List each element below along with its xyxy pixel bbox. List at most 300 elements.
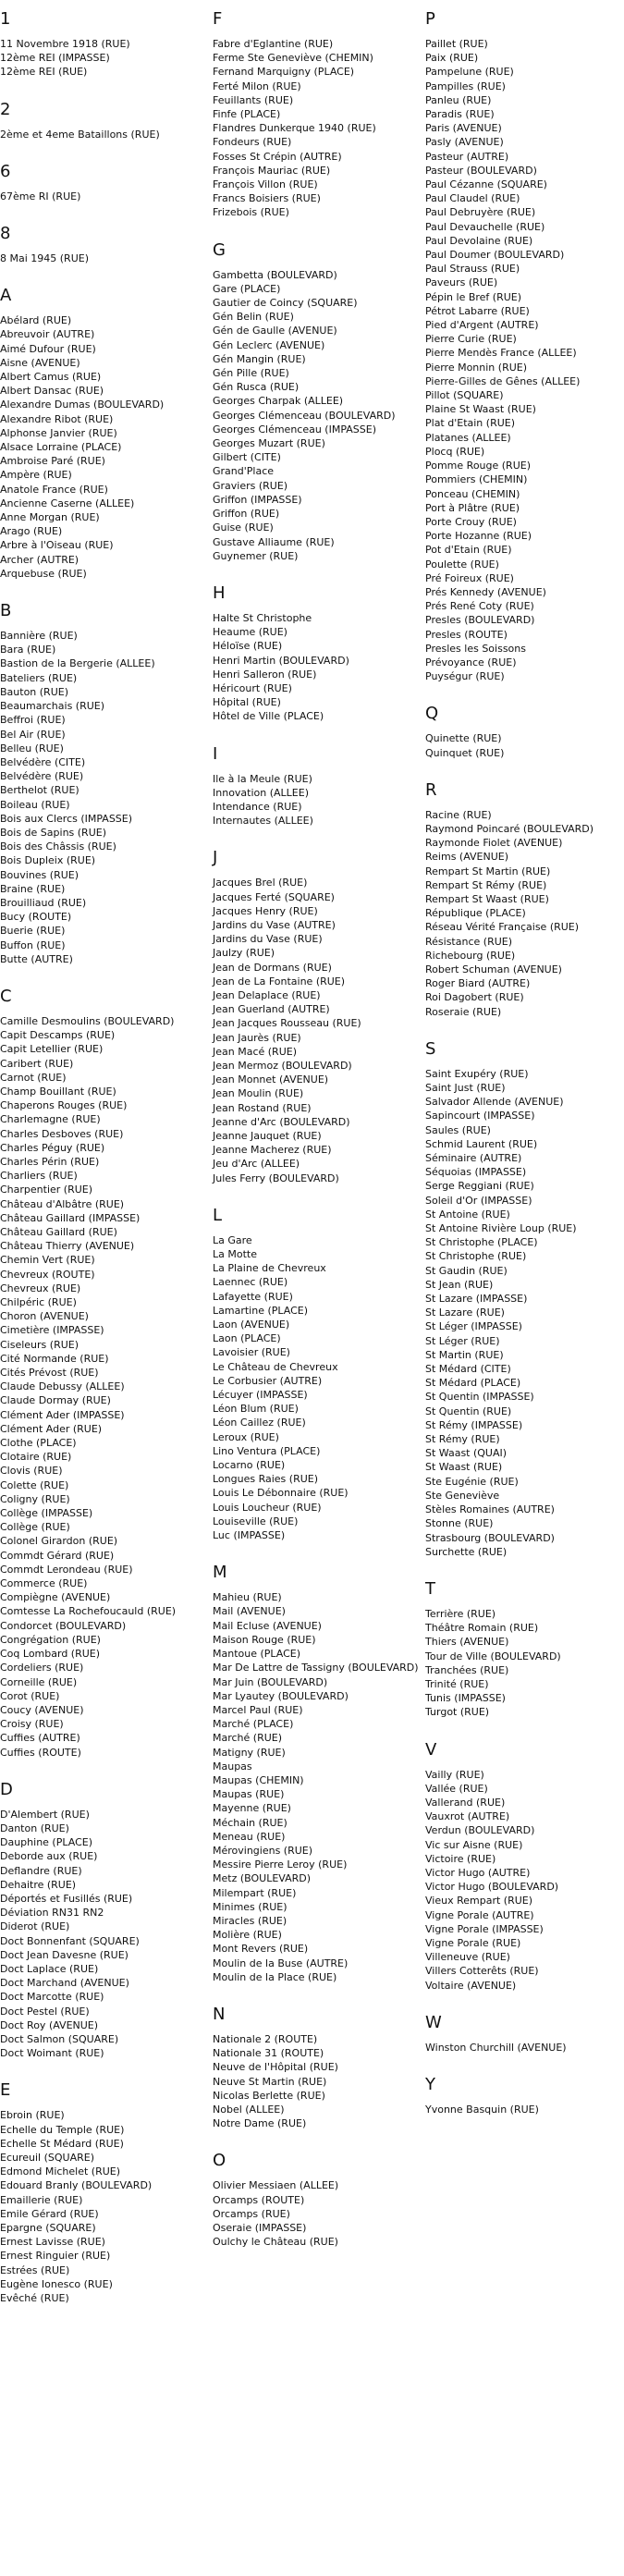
street-list-item[interactable]: Vigne Porale (IMPASSE) — [425, 1922, 544, 1935]
street-list-item[interactable]: Presles (ROUTE) — [425, 628, 508, 641]
street-list-item[interactable]: Chaperons Rouges (RUE) — [0, 1099, 128, 1112]
street-list-item[interactable]: La Plaine de Chevreux — [213, 1262, 326, 1275]
street-list-item[interactable]: Georges Charpak (ALLEE) — [213, 395, 344, 408]
street-list-item[interactable]: Pommiers (CHEMIN) — [425, 473, 528, 486]
street-list-item[interactable]: Henri Salleron (RUE) — [213, 668, 317, 681]
street-list-item[interactable]: Jeu d'Arc (ALLEE) — [213, 1158, 300, 1171]
street-list-item[interactable]: Braine (RUE) — [0, 882, 66, 895]
street-list-item[interactable]: Camille Desmoulins (BOULEVARD) — [0, 1014, 175, 1027]
street-list-item[interactable]: Feuillants (RUE) — [213, 93, 294, 106]
street-list-item[interactable]: Presles (BOULEVARD) — [425, 614, 535, 627]
street-list-item[interactable]: Corneille (RUE) — [0, 1675, 78, 1688]
street-list-item[interactable]: Graviers (RUE) — [213, 479, 288, 492]
street-list-item[interactable]: François Mauriac (RUE) — [213, 164, 331, 177]
street-list-item[interactable]: Colonel Girardon (RUE) — [0, 1535, 118, 1548]
street-list-item[interactable]: Pierre-Gilles de Gênes (ALLEE) — [425, 374, 581, 387]
street-list-item[interactable]: Terrière (RUE) — [425, 1607, 496, 1620]
street-list-item[interactable]: Gambetta (BOULEVARD) — [213, 268, 337, 281]
street-list-item[interactable]: Charles Péguy (RUE) — [0, 1141, 105, 1154]
street-list-item[interactable]: Carnot (RUE) — [0, 1071, 67, 1084]
street-list-item[interactable]: Bois de Sapins (RUE) — [0, 826, 106, 839]
street-list-item[interactable]: Clément Ader (IMPASSE) — [0, 1408, 125, 1421]
street-list-item[interactable]: Tranchées (RUE) — [425, 1663, 509, 1676]
street-list-item[interactable]: Vailly (RUE) — [425, 1768, 484, 1781]
street-list-item[interactable]: St Médard (CITE) — [425, 1363, 511, 1376]
street-list-item[interactable]: Porte Crouy (RUE) — [425, 515, 517, 528]
street-list-item[interactable]: Nationale 31 (ROUTE) — [213, 2047, 324, 2060]
street-list-item[interactable]: Pierre Monnin (RUE) — [425, 361, 528, 374]
street-list-item[interactable]: Belvédère (RUE) — [0, 770, 84, 783]
street-list-item[interactable]: Heaume (RUE) — [213, 626, 288, 639]
street-list-item[interactable]: Verdun (BOULEVARD) — [425, 1824, 535, 1837]
street-list-item[interactable]: Longues Raies (RUE) — [213, 1473, 319, 1486]
street-list-item[interactable]: Surchette (RUE) — [425, 1545, 508, 1558]
street-list-item[interactable]: Nicolas Berlette (RUE) — [213, 2089, 325, 2102]
street-list-item[interactable]: Maison Rouge (RUE) — [213, 1633, 316, 1646]
street-list-item[interactable]: Ponceau (CHEMIN) — [425, 487, 520, 500]
street-list-item[interactable]: Echelle du Temple (RUE) — [0, 2123, 125, 2136]
street-list-item[interactable]: Théâtre Romain (RUE) — [425, 1622, 539, 1635]
street-list-item[interactable]: Doct Laplace (RUE) — [0, 1962, 99, 1975]
street-list-item[interactable]: République (PLACE) — [425, 907, 526, 920]
street-list-item[interactable]: Ancienne Caserne (ALLEE) — [0, 497, 135, 509]
street-list-item[interactable]: Paris (AVENUE) — [425, 122, 502, 135]
street-list-item[interactable]: Salvador Allende (AVENUE) — [425, 1096, 564, 1109]
street-list-item[interactable]: Héloïse (RUE) — [213, 640, 283, 653]
street-list-item[interactable]: Charles Périn (RUE) — [0, 1155, 100, 1168]
street-list-item[interactable]: Jean Mermoz (BOULEVARD) — [213, 1059, 352, 1072]
street-list-item[interactable]: Ecureuil (SQUARE) — [0, 2151, 94, 2164]
street-list-item[interactable]: Plaine St Waast (RUE) — [425, 403, 536, 416]
street-list-item[interactable]: Arbre à l'Oiseau (RUE) — [0, 539, 114, 552]
street-list-item[interactable]: Meneau (RUE) — [213, 1830, 286, 1843]
street-list-item[interactable]: Arago (RUE) — [0, 525, 63, 538]
street-list-item[interactable]: Laon (AVENUE) — [213, 1319, 290, 1331]
street-list-item[interactable]: Château Gaillard (RUE) — [0, 1226, 117, 1238]
street-list-item[interactable]: Pampilles (RUE) — [425, 80, 506, 92]
street-list-item[interactable]: Boileau (RUE) — [0, 798, 70, 811]
street-list-item[interactable]: Gautier de Coincy (SQUARE) — [213, 297, 358, 310]
street-list-item[interactable]: Ernest Lavisse (RUE) — [0, 2236, 105, 2249]
street-list-item[interactable]: Séminaire (AUTRE) — [425, 1152, 522, 1165]
street-list-item[interactable]: Abélard (RUE) — [0, 314, 72, 327]
street-list-item[interactable]: Saint Just (RUE) — [425, 1082, 506, 1094]
street-list-item[interactable]: Lécuyer (IMPASSE) — [213, 1389, 308, 1402]
street-list-item[interactable]: Condorcet (BOULEVARD) — [0, 1619, 127, 1632]
street-list-item[interactable]: St Antoine (RUE) — [425, 1208, 510, 1221]
street-list-item[interactable]: Jules Ferry (BOULEVARD) — [213, 1171, 339, 1184]
street-list-item[interactable]: Pasly (AVENUE) — [425, 136, 504, 149]
street-list-item[interactable]: Paul Strauss (RUE) — [425, 263, 520, 276]
street-list-item[interactable]: Matigny (RUE) — [213, 1746, 286, 1759]
street-list-item[interactable]: Bouvines (RUE) — [0, 868, 80, 881]
street-list-item[interactable]: Soleil d'Or (IMPASSE) — [425, 1194, 532, 1207]
street-list-item[interactable]: Richebourg (RUE) — [425, 949, 516, 962]
street-list-item[interactable]: Gén Rusca (RUE) — [213, 381, 300, 394]
street-list-item[interactable]: St Léger (IMPASSE) — [425, 1320, 522, 1333]
street-list-item[interactable]: Yvonne Basquin (RUE) — [425, 2103, 539, 2116]
street-list-item[interactable]: Cimetière (IMPASSE) — [0, 1324, 104, 1337]
street-list-item[interactable]: St Rémy (RUE) — [425, 1433, 500, 1446]
street-list-item[interactable]: Nationale 2 (ROUTE) — [213, 2032, 318, 2045]
street-list-item[interactable]: Château d'Albâtre (RUE) — [0, 1197, 125, 1210]
street-list-item[interactable]: Beffroi (RUE) — [0, 714, 66, 727]
street-list-item[interactable]: Paul Devolaine (RUE) — [425, 234, 533, 247]
street-list-item[interactable]: Quinette (RUE) — [425, 732, 502, 745]
street-list-item[interactable]: Diderot (RUE) — [0, 1920, 70, 1933]
street-list-item[interactable]: Jean de La Fontaine (RUE) — [213, 975, 346, 987]
street-list-item[interactable]: Georges Clémenceau (IMPASSE) — [213, 423, 376, 435]
street-list-item[interactable]: Paul Devauchelle (RUE) — [425, 220, 545, 233]
street-list-item[interactable]: Victor Hugo (AUTRE) — [425, 1866, 531, 1879]
street-list-item[interactable]: Rempart St Waast (RUE) — [425, 892, 549, 905]
street-list-item[interactable]: Paul Debruyère (RUE) — [425, 206, 536, 219]
street-list-item[interactable]: Griffon (RUE) — [213, 508, 280, 521]
street-list-item[interactable]: Pierre Curie (RUE) — [425, 333, 517, 346]
street-list-item[interactable]: Fondeurs (RUE) — [213, 136, 292, 149]
street-list-item[interactable]: Marcel Paul (RUE) — [213, 1703, 303, 1716]
street-list-item[interactable]: Jaulzy (RUE) — [213, 947, 275, 960]
street-list-item[interactable]: Messire Pierre Leroy (RUE) — [213, 1858, 348, 1871]
street-list-item[interactable]: Serge Reggiani (RUE) — [425, 1180, 534, 1193]
street-list-item[interactable]: Bucy (ROUTE) — [0, 911, 72, 924]
street-list-item[interactable]: Nobel (ALLEE) — [213, 2103, 285, 2116]
street-list-item[interactable]: François Villon (RUE) — [213, 178, 318, 191]
street-list-item[interactable]: Louis Loucheur (RUE) — [213, 1501, 322, 1514]
street-list-item[interactable]: Robert Schuman (AVENUE) — [425, 963, 562, 975]
street-list-item[interactable]: Charliers (RUE) — [0, 1170, 78, 1183]
street-list-item[interactable]: Orcamps (ROUTE) — [213, 2193, 305, 2206]
street-list-item[interactable]: Berthelot (RUE) — [0, 784, 80, 797]
street-list-item[interactable]: Notre Dame (RUE) — [213, 2117, 307, 2130]
street-list-item[interactable]: Bastion de la Bergerie (ALLEE) — [0, 657, 155, 670]
street-list-item[interactable]: Fosses St Crépin (AUTRE) — [213, 150, 342, 163]
street-list-item[interactable]: Gén de Gaulle (AVENUE) — [213, 325, 337, 337]
street-list-item[interactable]: 2ème et 4eme Bataillons (RUE) — [0, 128, 160, 141]
street-list-item[interactable]: Voltaire (AVENUE) — [425, 1979, 517, 1992]
street-list-item[interactable]: Schmid Laurent (RUE) — [425, 1137, 538, 1150]
street-list-item[interactable]: Champ Bouillant (RUE) — [0, 1085, 116, 1098]
street-list-item[interactable]: Pied d'Argent (AUTRE) — [425, 319, 539, 332]
street-list-item[interactable]: Commdt Gérard (RUE) — [0, 1549, 115, 1562]
street-list-item[interactable]: Marché (RUE) — [213, 1732, 283, 1745]
street-list-item[interactable]: Tour de Ville (BOULEVARD) — [425, 1650, 561, 1662]
street-list-item[interactable]: Lamartine (PLACE) — [213, 1304, 309, 1317]
street-list-item[interactable]: Doct Bonnenfant (SQUARE) — [0, 1934, 140, 1947]
street-list-item[interactable]: Raymonde Fiolet (AVENUE) — [425, 837, 563, 850]
street-list-item[interactable]: Lavoisier (RUE) — [213, 1346, 290, 1359]
street-list-item[interactable]: Belvédère (CITE) — [0, 755, 86, 768]
street-list-item[interactable]: Lino Ventura (PLACE) — [213, 1444, 321, 1457]
street-list-item[interactable]: Mar Lyautey (BOULEVARD) — [213, 1689, 349, 1702]
street-list-item[interactable]: Alexandre Ribot (RUE) — [0, 412, 114, 425]
street-list-item[interactable]: Echelle St Médard (RUE) — [0, 2137, 124, 2150]
street-list-item[interactable]: Réseau Vérité Française (RUE) — [425, 921, 580, 934]
street-list-item[interactable]: St Christophe (RUE) — [425, 1250, 527, 1263]
street-list-item[interactable]: Buerie (RUE) — [0, 925, 66, 938]
street-list-item[interactable]: Anne Morgan (RUE) — [0, 511, 100, 524]
street-list-item[interactable]: Thiers (AVENUE) — [425, 1636, 509, 1649]
street-list-item[interactable]: Abreuvoir (AUTRE) — [0, 328, 95, 341]
street-list-item[interactable]: Plat d'Etain (RUE) — [425, 417, 516, 430]
street-list-item[interactable]: Lafayette (RUE) — [213, 1290, 293, 1303]
street-list-item[interactable]: Internautes (ALLEE) — [213, 815, 313, 828]
street-list-item[interactable]: Mayenne (RUE) — [213, 1802, 291, 1815]
street-list-item[interactable]: Saint Exupéry (RUE) — [425, 1067, 529, 1080]
street-list-item[interactable]: Orcamps (RUE) — [213, 2207, 290, 2220]
street-list-item[interactable]: Grand'Place — [213, 465, 275, 478]
street-list-item[interactable]: Mont Revers (RUE) — [213, 1943, 309, 1956]
street-list-item[interactable]: Beaumarchais (RUE) — [0, 700, 105, 713]
street-list-item[interactable]: Comtesse La Rochefoucauld (RUE) — [0, 1605, 177, 1618]
street-list-item[interactable]: Gén Belin (RUE) — [213, 311, 294, 324]
street-list-item[interactable]: Deborde aux (RUE) — [0, 1850, 98, 1863]
street-list-item[interactable]: Rempart St Rémy (RUE) — [425, 878, 547, 891]
street-list-item[interactable]: Deflandre (RUE) — [0, 1864, 82, 1877]
street-list-item[interactable]: Commerce (RUE) — [0, 1577, 88, 1590]
street-list-item[interactable]: Gustave Alliaume (RUE) — [213, 535, 335, 548]
street-list-item[interactable]: Ferté Milon (RUE) — [213, 80, 301, 92]
street-list-item[interactable]: Chemin Vert (RUE) — [0, 1254, 95, 1267]
street-list-item[interactable]: Capit Letellier (RUE) — [0, 1043, 104, 1056]
street-list-item[interactable]: Congrégation (RUE) — [0, 1633, 101, 1646]
street-list-item[interactable]: Jacques Henry (RUE) — [213, 904, 318, 917]
street-list-item[interactable]: Sapincourt (IMPASSE) — [425, 1110, 535, 1122]
street-list-item[interactable]: Léon Blum (RUE) — [213, 1403, 299, 1416]
street-list-item[interactable]: Gilbert (CITE) — [213, 451, 281, 464]
street-list-item[interactable]: St Quentin (RUE) — [425, 1405, 512, 1417]
street-list-item[interactable]: Ste Eugénie (RUE) — [425, 1475, 519, 1488]
street-list-item[interactable]: Archer (AUTRE) — [0, 553, 80, 566]
street-list-item[interactable]: Villeneuve (RUE) — [425, 1951, 510, 1964]
street-list-item[interactable]: Alphonse Janvier (RUE) — [0, 426, 117, 439]
street-list-item[interactable]: Doct Marchand (AVENUE) — [0, 1977, 129, 1990]
street-list-item[interactable]: Bara (RUE) — [0, 644, 56, 656]
street-list-item[interactable]: Evêché (RUE) — [0, 2292, 69, 2305]
street-list-item[interactable]: Gén Leclerc (AVENUE) — [213, 338, 325, 351]
street-list-item[interactable]: Jean Moulin (RUE) — [213, 1087, 304, 1100]
street-list-item[interactable]: Jean de Dormans (RUE) — [213, 961, 332, 974]
street-list-item[interactable]: 67ème RI (RUE) — [0, 190, 81, 202]
street-list-item[interactable]: Léon Caillez (RUE) — [213, 1417, 306, 1429]
street-list-item[interactable]: Ebroin (RUE) — [0, 2109, 65, 2122]
street-list-item[interactable]: Cordeliers (RUE) — [0, 1662, 84, 1674]
street-list-item[interactable]: St Quentin (IMPASSE) — [425, 1391, 534, 1404]
street-list-item[interactable]: Emile Gérard (RUE) — [0, 2207, 99, 2220]
street-list-item[interactable]: Vauxrot (AUTRE) — [425, 1810, 510, 1823]
street-list-item[interactable]: Compiègne (AVENUE) — [0, 1591, 111, 1604]
street-list-item[interactable]: Séquoias (IMPASSE) — [425, 1166, 527, 1179]
street-list-item[interactable]: St Martin (RUE) — [425, 1348, 504, 1361]
street-list-item[interactable]: Mantoue (PLACE) — [213, 1648, 301, 1661]
street-list-item[interactable]: Molière (RUE) — [213, 1929, 282, 1942]
street-list-item[interactable]: D'Alembert (RUE) — [0, 1808, 90, 1821]
street-list-item[interactable]: Collège (RUE) — [0, 1521, 70, 1534]
street-list-item[interactable]: Emaillerie (RUE) — [0, 2193, 83, 2206]
street-list-item[interactable]: Château Gaillard (IMPASSE) — [0, 1211, 141, 1224]
street-list-item[interactable]: Commdt Lerondeau (RUE) — [0, 1563, 133, 1576]
street-list-item[interactable]: Guynemer (RUE) — [213, 549, 299, 562]
street-list-item[interactable]: Paveurs (RUE) — [425, 276, 498, 289]
street-list-item[interactable]: Panleu (RUE) — [425, 93, 492, 106]
street-list-item[interactable]: Vallerand (RUE) — [425, 1796, 506, 1809]
street-list-item[interactable]: Ciseleurs (RUE) — [0, 1338, 80, 1351]
street-list-item[interactable]: St Jean (RUE) — [425, 1278, 494, 1291]
street-list-item[interactable]: Jeanne d'Arc (BOULEVARD) — [213, 1115, 350, 1128]
street-list-item[interactable]: Ambroise Paré (RUE) — [0, 455, 105, 468]
street-list-item[interactable]: St Lazare (RUE) — [425, 1306, 505, 1319]
street-list-item[interactable]: Ampère (RUE) — [0, 469, 72, 482]
street-list-item[interactable]: Paillet (RUE) — [425, 38, 488, 50]
street-list-item[interactable]: Pétrot Labarre (RUE) — [425, 304, 530, 317]
street-list-item[interactable]: Bauton (RUE) — [0, 685, 68, 698]
street-list-item[interactable]: Jean Jaurès (RUE) — [213, 1031, 301, 1044]
street-list-item[interactable]: Plocq (RUE) — [425, 445, 485, 458]
street-list-item[interactable]: Bois aux Clercs (IMPASSE) — [0, 812, 133, 825]
street-list-item[interactable]: Chevreux (ROUTE) — [0, 1268, 95, 1281]
street-list-item[interactable]: Paradis (RUE) — [425, 108, 495, 121]
street-list-item[interactable]: Alexandre Dumas (BOULEVARD) — [0, 399, 165, 411]
street-list-item[interactable]: Pomme Rouge (RUE) — [425, 460, 531, 472]
street-list-item[interactable]: Croisy (RUE) — [0, 1718, 64, 1731]
street-list-item[interactable]: Jeanne Jauquet (RUE) — [213, 1130, 322, 1142]
street-list-item[interactable]: Pépin le Bref (RUE) — [425, 290, 522, 303]
street-list-item[interactable]: 8 Mai 1945 (RUE) — [0, 252, 89, 265]
street-list-item[interactable]: Innovation (ALLEE) — [213, 786, 310, 799]
street-list-item[interactable]: Jardins du Vase (AUTRE) — [213, 918, 336, 931]
street-list-item[interactable]: Griffon (IMPASSE) — [213, 493, 302, 506]
street-list-item[interactable]: Puységur (RUE) — [425, 670, 505, 683]
street-list-item[interactable]: Minimes (RUE) — [213, 1900, 288, 1913]
street-list-item[interactable]: Intendance (RUE) — [213, 800, 302, 813]
street-list-item[interactable]: Albert Camus (RUE) — [0, 371, 102, 384]
street-list-item[interactable]: Roi Dagobert (RUE) — [425, 991, 524, 1004]
street-list-item[interactable]: Claude Dormay (RUE) — [0, 1394, 111, 1407]
street-list-item[interactable]: La Gare — [213, 1233, 252, 1246]
street-list-item[interactable]: Hôtel de Ville (PLACE) — [213, 710, 324, 723]
street-list-item[interactable]: Georges Muzart (RUE) — [213, 437, 325, 450]
street-list-item[interactable]: Chevreux (RUE) — [0, 1282, 81, 1294]
street-list-item[interactable]: Trinité (RUE) — [425, 1677, 489, 1690]
street-list-item[interactable]: Cuffies (AUTRE) — [0, 1732, 80, 1745]
street-list-item[interactable]: Edmond Michelet (RUE) — [0, 2165, 121, 2178]
street-list-item[interactable]: Caribert (RUE) — [0, 1057, 74, 1070]
street-list-item[interactable]: Platanes (ALLEE) — [425, 431, 511, 444]
street-list-item[interactable]: Vic sur Aisne (RUE) — [425, 1838, 523, 1851]
street-list-item[interactable]: Paul Cézanne (SQUARE) — [425, 178, 547, 191]
street-list-item[interactable]: Gare (PLACE) — [213, 282, 281, 295]
street-list-item[interactable]: Oseraie (IMPASSE) — [213, 2222, 307, 2234]
street-list-item[interactable]: Bel Air (RUE) — [0, 728, 66, 741]
street-list-item[interactable]: Edouard Branly (BOULEVARD) — [0, 2179, 153, 2192]
street-list-item[interactable]: Winston Churchill (AVENUE) — [425, 2041, 567, 2054]
street-list-item[interactable]: La Motte — [213, 1248, 257, 1261]
street-list-item[interactable]: Jean Monnet (AVENUE) — [213, 1073, 329, 1086]
street-list-item[interactable]: Tunis (IMPASSE) — [425, 1692, 506, 1705]
street-list-item[interactable]: St Waast (QUAI) — [425, 1447, 508, 1460]
street-list-item[interactable]: Clovis (RUE) — [0, 1465, 63, 1478]
street-list-item[interactable]: St Waast (RUE) — [425, 1461, 503, 1474]
street-list-item[interactable]: Paul Claudel (RUE) — [425, 192, 520, 205]
street-list-item[interactable]: Pierre Mendès France (ALLEE) — [425, 347, 577, 360]
street-list-item[interactable]: Frizebois (RUE) — [213, 206, 289, 219]
street-list-item[interactable]: Turgot (RUE) — [425, 1706, 490, 1719]
street-list-item[interactable]: Corot (RUE) — [0, 1689, 60, 1702]
street-list-item[interactable]: Cités Prévost (RUE) — [0, 1367, 99, 1380]
street-list-item[interactable]: Vallée (RUE) — [425, 1782, 488, 1795]
street-list-item[interactable]: Jacques Ferté (SQUARE) — [213, 890, 335, 903]
street-list-item[interactable]: Metz (BOULEVARD) — [213, 1872, 312, 1885]
street-list-item[interactable]: Bois Dupleix (RUE) — [0, 854, 96, 867]
street-list-item[interactable]: Doct Salmon (SQUARE) — [0, 2032, 119, 2045]
street-list-item[interactable]: Victoire (RUE) — [425, 1852, 496, 1865]
street-list-item[interactable]: Le Corbusier (AUTRE) — [213, 1374, 323, 1387]
street-list-item[interactable]: Miracles (RUE) — [213, 1914, 288, 1927]
street-list-item[interactable]: Dauphine (PLACE) — [0, 1836, 92, 1849]
street-list-item[interactable]: Milempart (RUE) — [213, 1886, 297, 1899]
street-list-item[interactable]: 11 Novembre 1918 (RUE) — [0, 38, 130, 50]
street-list-item[interactable]: Pillot (SQUARE) — [425, 389, 504, 402]
street-list-item[interactable]: Cité Normande (RUE) — [0, 1352, 109, 1365]
street-list-item[interactable]: Clothe (PLACE) — [0, 1437, 77, 1450]
street-list-item[interactable]: Jardins du Vase (RUE) — [213, 933, 323, 946]
street-list-item[interactable]: Coq Lombard (RUE) — [0, 1648, 101, 1661]
street-list-item[interactable]: Danton (RUE) — [0, 1822, 69, 1834]
street-list-item[interactable]: Estrées (RUE) — [0, 2263, 70, 2276]
street-list-item[interactable]: Alsace Lorraine (PLACE) — [0, 441, 122, 454]
street-list-item[interactable]: Jean Jacques Rousseau (RUE) — [213, 1017, 361, 1030]
street-list-item[interactable]: Résistance (RUE) — [425, 935, 512, 948]
street-list-item[interactable]: Rempart St Martin (RUE) — [425, 865, 551, 877]
street-list-item[interactable]: Halte St Christophe — [213, 611, 312, 624]
street-list-item[interactable]: Ernest Ringuier (RUE) — [0, 2250, 111, 2263]
street-list-item[interactable]: Finfe (PLACE) — [213, 108, 281, 121]
street-list-item[interactable]: Doct Woimant (RUE) — [0, 2047, 104, 2060]
street-list-item[interactable]: Vigne Porale (RUE) — [425, 1936, 521, 1949]
street-list-item[interactable]: Jean Macé (RUE) — [213, 1045, 297, 1058]
street-list-item[interactable]: Georges Clémenceau (BOULEVARD) — [213, 409, 396, 422]
street-list-item[interactable]: Jacques Brel (RUE) — [213, 877, 308, 889]
street-list-item[interactable]: Gén Mangin (RUE) — [213, 352, 306, 365]
street-list-item[interactable]: Mar De Lattre de Tassigny (BOULEVARD) — [213, 1662, 419, 1674]
street-list-item[interactable]: Ste Geneviève — [425, 1489, 500, 1502]
street-list-item[interactable]: Victor Hugo (BOULEVARD) — [425, 1881, 559, 1894]
street-list-item[interactable]: Jean Rostand (RUE) — [213, 1101, 312, 1114]
street-list-item[interactable]: Locarno (RUE) — [213, 1459, 286, 1472]
street-list-item[interactable]: Roger Biard (AUTRE) — [425, 977, 531, 990]
street-list-item[interactable]: Mail (AVENUE) — [213, 1605, 286, 1618]
street-list-item[interactable]: Laon (PLACE) — [213, 1332, 281, 1345]
street-list-item[interactable]: Leroux (RUE) — [213, 1430, 279, 1443]
street-list-item[interactable]: Charlemagne (RUE) — [0, 1113, 101, 1126]
street-list-item[interactable]: Moulin de la Buse (AUTRE) — [213, 1957, 349, 1969]
street-list-item[interactable]: Doct Marcotte (RUE) — [0, 1991, 104, 2004]
street-list-item[interactable]: Ferme Ste Geneviève (CHEMIN) — [213, 52, 373, 65]
street-list-item[interactable]: Francs Boisiers (RUE) — [213, 192, 321, 205]
street-list-item[interactable]: Pampelune (RUE) — [425, 66, 514, 79]
street-list-item[interactable]: Vieux Rempart (RUE) — [425, 1895, 532, 1907]
street-list-item[interactable]: Neuve de l'Hôpital (RUE) — [213, 2061, 338, 2074]
street-list-item[interactable]: Laennec (RUE) — [213, 1276, 288, 1289]
street-list-item[interactable]: St Léger (RUE) — [425, 1334, 500, 1347]
street-list-item[interactable]: 12ème REI (RUE) — [0, 66, 88, 79]
street-list-item[interactable]: Vigne Porale (AUTRE) — [425, 1908, 534, 1921]
street-list-item[interactable]: Doct Roy (AVENUE) — [0, 2018, 99, 2031]
street-list-item[interactable]: St Rémy (IMPASSE) — [425, 1418, 523, 1431]
street-list-item[interactable]: Gén Pille (RUE) — [213, 367, 289, 380]
street-list-item[interactable]: Déviation RN31 RN2 — [0, 1907, 104, 1920]
street-list-item[interactable]: Prévoyance (RUE) — [425, 656, 517, 669]
